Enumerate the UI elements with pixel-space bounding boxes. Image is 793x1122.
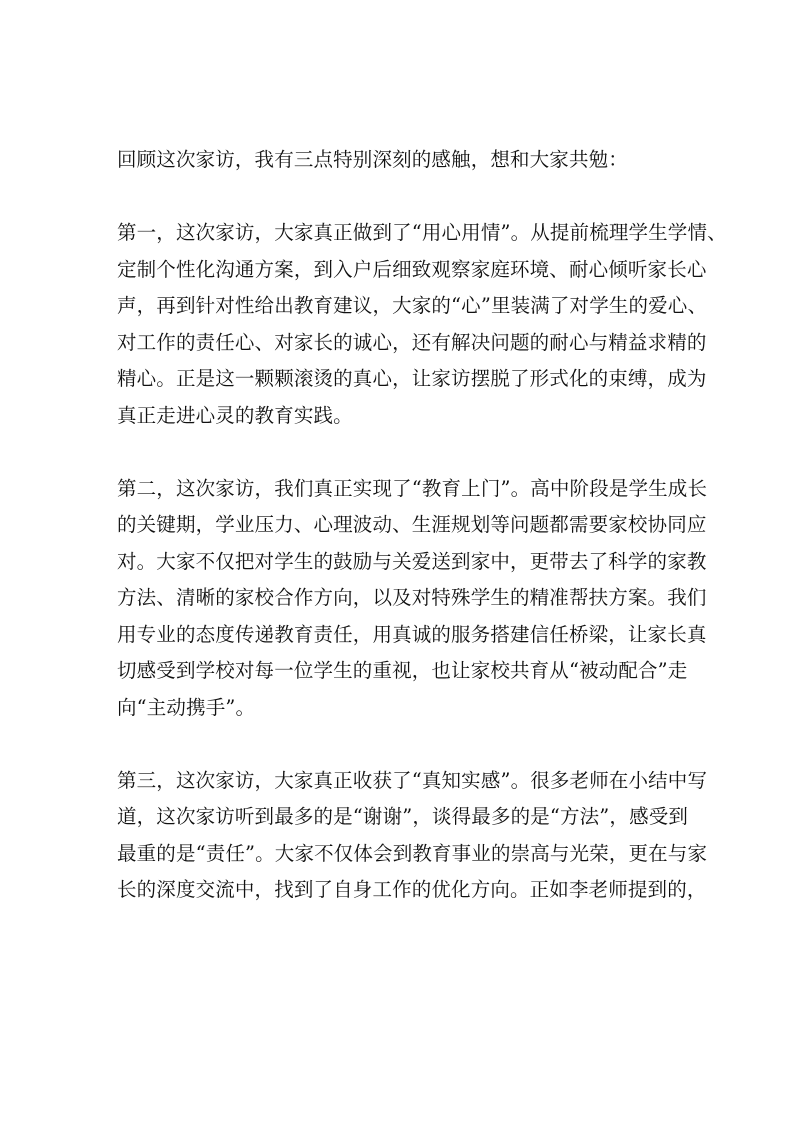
paragraph-line: 长的深度交流中，找到了自身工作的优化方向。正如李老师提到的，	[117, 878, 707, 901]
paragraph-line: 对。大家不仅把对学生的鼓励与关爱送到家中，更带去了科学的家教	[117, 549, 707, 573]
paragraph-line: 的关键期，学业压力、心理波动、生涯规划等问题都需要家校协同应	[117, 513, 707, 536]
paragraph-line: 精心。正是这一颗颗滚烫的真心，让家访摆脱了形式化的束缚，成为	[117, 367, 707, 390]
paragraph-line: 向“主动携手”。	[117, 695, 256, 719]
intro-paragraph	[117, 142, 682, 179]
paragraph-line: 第二，这次家访，我们真正实现了“教育上门”。高中阶段是学生成长	[117, 476, 708, 500]
paragraph-third	[117, 763, 708, 909]
paragraph-first	[117, 215, 727, 434]
paragraph-line: 用专业的态度传递教育责任，用真诚的服务搭建信任桥梁，让家长真	[117, 622, 707, 646]
paragraph-line: 第三，这次家访，大家真正收获了“真知实感”。很多老师在小结中写	[117, 768, 708, 792]
paragraph-second	[117, 471, 708, 727]
paragraph-gap	[117, 726, 682, 763]
paragraph-gap	[117, 179, 682, 216]
document-body	[117, 142, 727, 909]
paragraph-line: 道，这次家访听到最多的是“谢谢”，谈得最多的是“方法”，感受到	[117, 805, 689, 828]
paragraph-line: 声，再到针对性给出教育建议，大家的“心”里装满了对学生的爱心、	[117, 294, 708, 317]
paragraph-line: 回顾这次家访，我有三点特别深刻的感触，想和大家共勉：	[117, 148, 628, 171]
paragraph-line: 第一，这次家访，大家真正做到了“用心用情”。从提前梳理学生学情、	[117, 221, 727, 244]
paragraph-line: 方法、清晰的家校合作方向，以及对特殊学生的精准帮扶方案。我们	[117, 586, 707, 609]
paragraph-line: 真正走进心灵的教育实践。	[117, 403, 353, 427]
paragraph-line: 对工作的责任心、对家长的诚心，还有解决问题的耐心与精益求精的	[117, 330, 707, 354]
paragraph-gap	[117, 434, 682, 471]
paragraph-line: 切感受到学校对每一位学生的重视，也让家校共育从“被动配合”走	[117, 659, 688, 682]
paragraph-line: 定制个性化沟通方案，到入户后细致观察家庭环境、耐心倾听家长心	[117, 257, 707, 281]
paragraph-line: 最重的是“责任”。大家不仅体会到教育事业的崇高与光荣，更在与家	[117, 841, 708, 865]
